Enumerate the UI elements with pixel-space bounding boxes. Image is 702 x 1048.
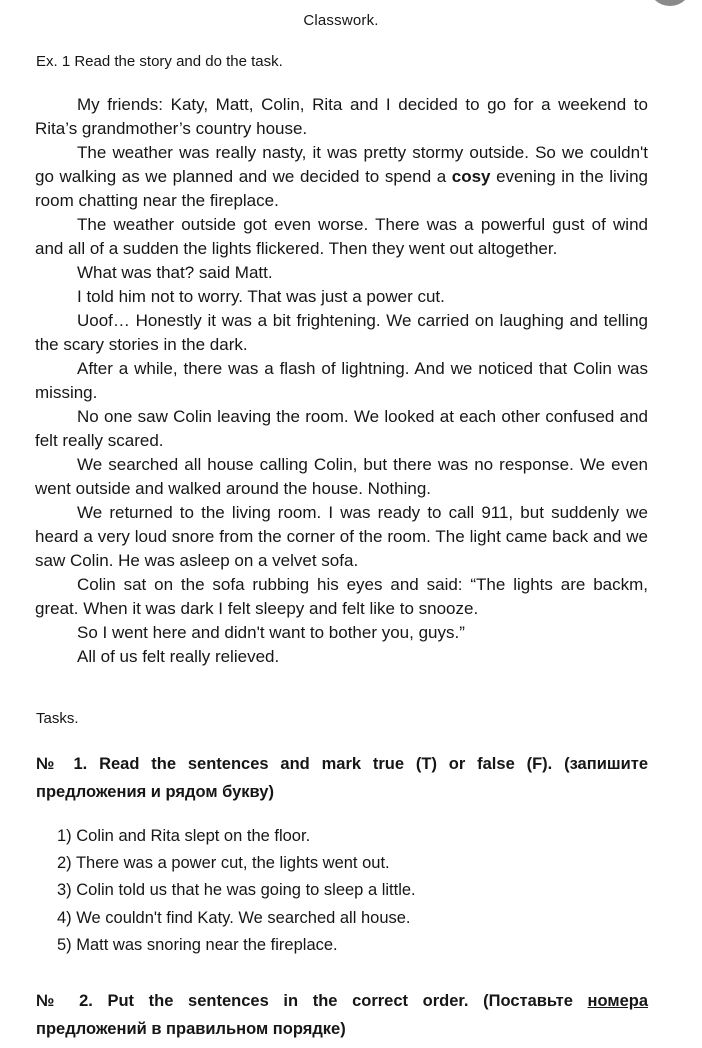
story-paragraph: The weather outside got even worse. There was a powerful gust of wind and all of a sudden the lights flickered. Then they went out altogether. xyxy=(35,215,648,258)
story-paragraph: My friends: Katy, Matt, Colin, Rita and I decided to go for a weekend to Rita’s grandmother’s country house. xyxy=(35,95,648,138)
story-paragraph: After a while, there was a flash of lightning. And we noticed that Colin was missing. xyxy=(35,359,648,402)
story-paragraph: The weather was really nasty, it was pretty stormy outside. So we couldn't go walking as we planned and we decided to spend a cosy evening in the living room chatting near the fireplace. xyxy=(35,143,648,210)
corner-shadow xyxy=(648,0,692,6)
task1-sentence-list xyxy=(57,823,416,959)
list-item: 1) Colin and Rita slept on the floor. xyxy=(57,827,311,845)
underlined-word: номера xyxy=(587,992,648,1010)
story-text xyxy=(35,93,648,669)
list-item: 4) We couldn't find Katy. We searched all house. xyxy=(57,908,411,927)
tasks-label: Tasks. xyxy=(36,710,79,727)
story-paragraph: We searched all house calling Colin, but there was no response. We even went outside and walked around the house. Nothing. xyxy=(35,455,648,498)
page-header: Classwork. xyxy=(303,12,379,29)
list-item: 5) Matt was snoring near the fireplace. xyxy=(57,935,338,954)
story-paragraph: No one saw Colin leaving the room. We looked at each other confused and felt really scared. xyxy=(35,407,648,450)
exercise-title: Ex. 1 Read the story and do the task. xyxy=(36,53,283,70)
bold-word: cosy xyxy=(451,167,491,186)
story-paragraph: Colin sat on the sofa rubbing his eyes and said: “The lights are backm, great. When it was dark I felt sleepy and felt like to snooze. xyxy=(35,575,648,618)
list-item: 2) There was a power cut, the lights went out. xyxy=(57,854,390,873)
story-paragraph: We returned to the living room. I was ready to call 911, but suddenly we heard a very loud snore from the corner of the room. The light came back and we saw Colin. He was asleep on a velvet sofa. xyxy=(35,503,648,570)
story-paragraph: So I went here and didn't want to bother you, guys.” xyxy=(77,623,465,642)
task1-heading: № 1. Read the sentences and mark true (T) or false (F). (запишите предложения и рядом букву) xyxy=(36,755,648,801)
story-paragraph: All of us felt really relieved. xyxy=(77,647,280,666)
list-item: 3) Colin told us that he was going to sleep a little. xyxy=(57,881,416,900)
story-paragraph: What was that? said Matt. xyxy=(77,263,273,282)
story-paragraph: I told him not to worry. That was just a power cut. xyxy=(77,287,445,306)
task2-heading: № 2. Put the sentences in the correct order. (Поставьте номера предложений в правильном порядке) xyxy=(36,992,648,1038)
story-paragraph: Uoof… Honestly it was a bit frightening. We carried on laughing and telling the scary stories in the dark. xyxy=(35,311,648,354)
